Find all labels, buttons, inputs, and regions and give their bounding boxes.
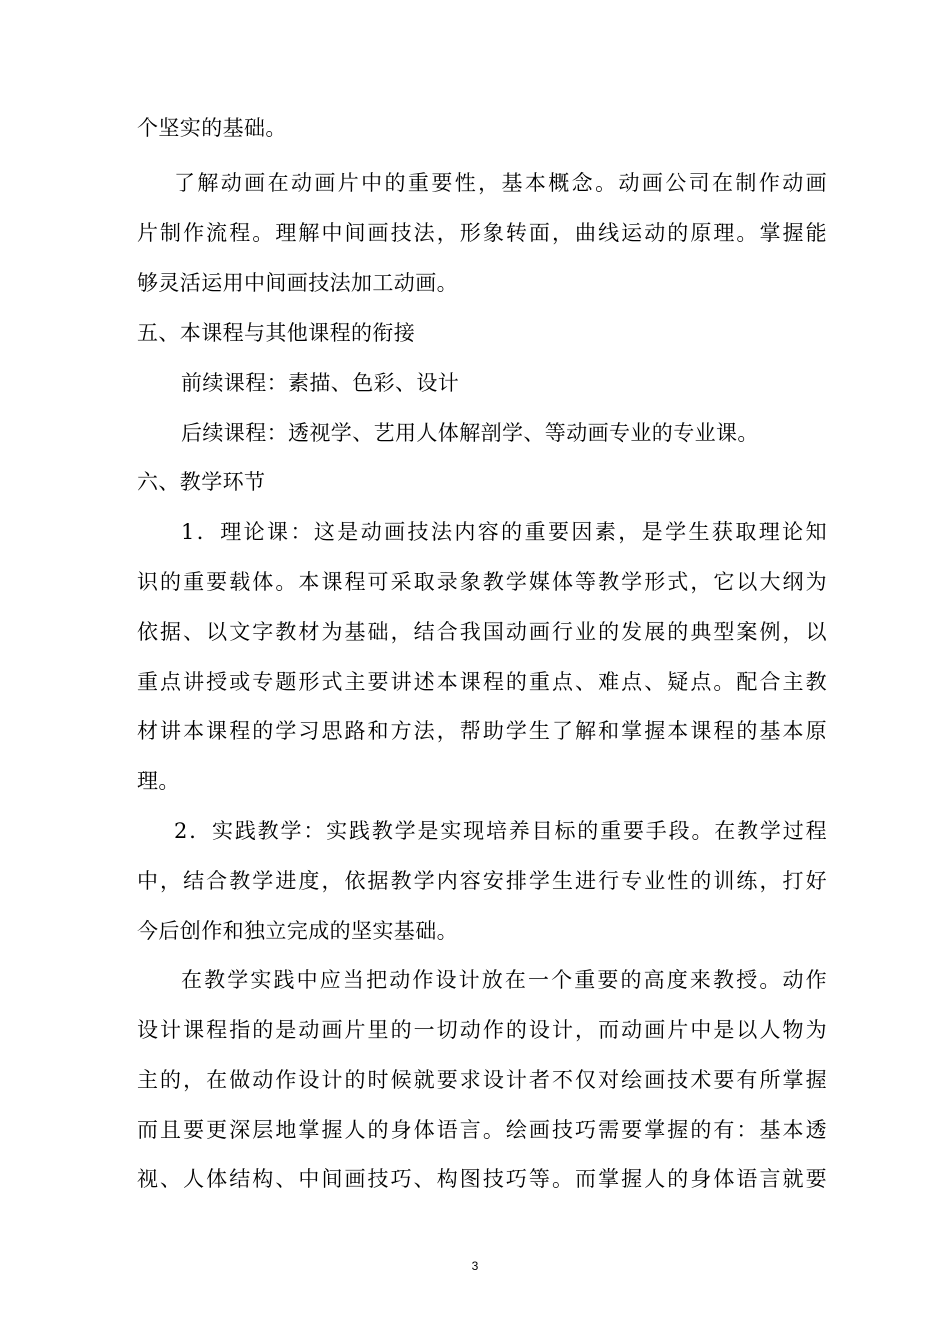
body-text-line: 重点讲授或专题形式主要讲述本课程的重点、难点、疑点。配合主教 (137, 670, 827, 694)
body-text-line: 识的重要载体。本课程可采取录象教学媒体等教学形式，它以大纲为 (137, 570, 827, 594)
body-text-line: 理。 (137, 769, 180, 793)
body-text-line: 了解动画在动画片中的重要性，基本概念。动画公司在制作动画 (174, 171, 827, 195)
body-text-line: 材讲本课程的学习思路和方法，帮助学生了解和掌握本课程的基本原 (137, 719, 827, 743)
body-text-line: 个坚实的基础。 (137, 116, 287, 140)
body-text-line: 1．理论课：这是动画技法内容的重要因素，是学生获取理论知 (181, 520, 827, 544)
body-text-line: 设计课程指的是动画片里的一切动作的设计，而动画片中是以人物为 (137, 1018, 827, 1042)
body-text-line: 片制作流程。理解中间画技法，形象转面，曲线运动的原理。掌握能 (137, 221, 827, 245)
body-text-line: 主的，在做动作设计的时候就要求设计者不仅对绘画技术要有所掌握 (137, 1068, 827, 1092)
body-text-line: 在教学实践中应当把动作设计放在一个重要的高度来教授。动作 (181, 968, 827, 992)
page-number: 3 (471, 1259, 479, 1273)
body-text-line: 而且要更深层地掌握人的身体语言。绘画技巧需要掌握的有：基本透 (137, 1118, 827, 1142)
body-text-line: 中，结合教学进度，依据教学内容安排学生进行专业性的训练，打好 (137, 869, 827, 893)
body-text-line: 够灵活运用中间画技法加工动画。 (137, 271, 458, 295)
body-text-line: 前续课程：素描、色彩、设计 (181, 371, 460, 395)
body-text-line: 今后创作和独立完成的坚实基础。 (137, 919, 458, 943)
body-text-line: 2．实践教学：实践教学是实现培养目标的重要手段。在教学过程 (174, 819, 827, 843)
section-heading: 五、本课程与其他课程的衔接 (137, 321, 416, 345)
body-text-line: 后续课程：透视学、艺用人体解剖学、等动画专业的专业课。 (181, 421, 759, 445)
body-text-line: 视、人体结构、中间画技巧、构图技巧等。而掌握人的身体语言就要 (137, 1167, 827, 1191)
body-text-line: 依据、以文字教材为基础，结合我国动画行业的发展的典型案例，以 (137, 620, 827, 644)
section-heading: 六、教学环节 (137, 470, 266, 494)
